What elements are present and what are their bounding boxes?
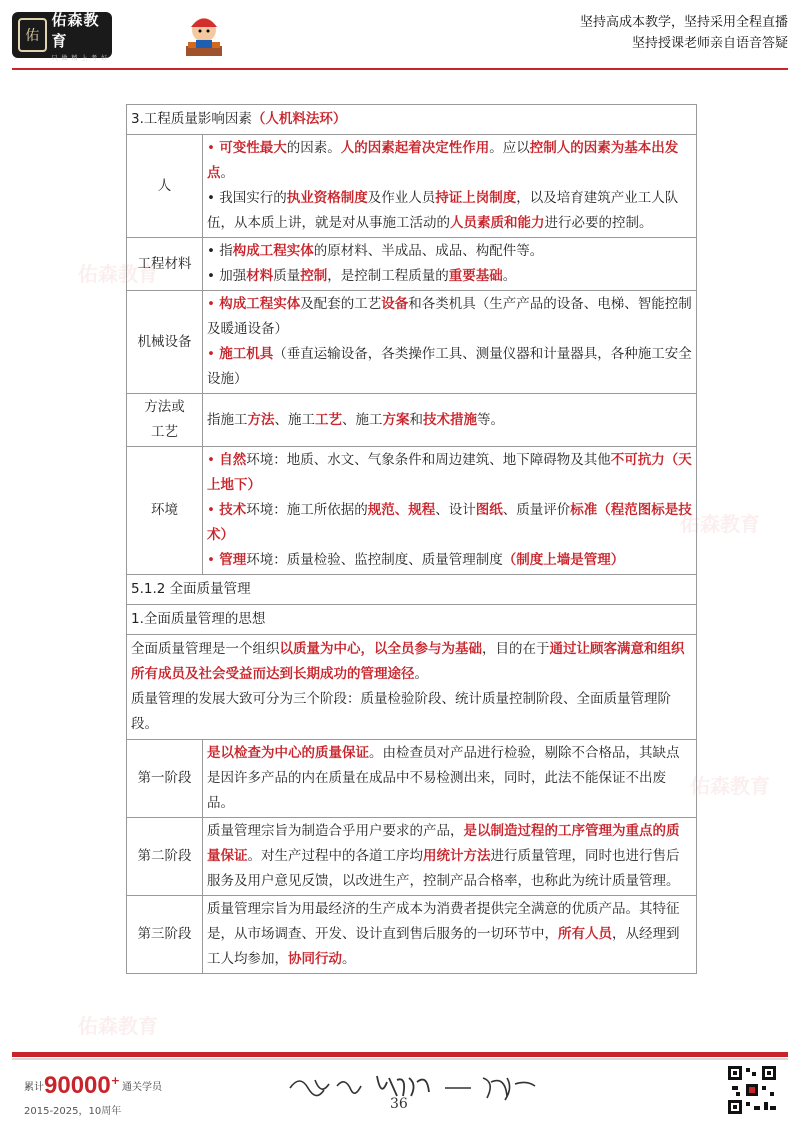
page-number: 36 — [390, 1096, 408, 1112]
watermark: 佑森教育 — [78, 262, 158, 286]
factor-label-material: 工程材料 — [127, 238, 203, 291]
table-row — [127, 896, 697, 974]
stage-label-1: 第一阶段 — [127, 740, 203, 818]
table-row — [127, 135, 697, 238]
watermark: 佑森教育 — [680, 512, 760, 536]
table-row — [127, 635, 697, 740]
stat-plus: + — [110, 1074, 120, 1087]
logo-seal-icon: 佑 — [18, 18, 47, 52]
logo-tagline: 只 做 精 上 考 好 — [51, 54, 109, 62]
mascot-icon — [180, 10, 228, 62]
slogan-line-1: 坚持高成本教学，坚持采用全程直播 — [579, 15, 788, 30]
subsection-title: 1.全面质量管理的思想 — [127, 605, 697, 635]
stat-prefix: 累计 — [24, 1082, 44, 1093]
stat-suffix: 通关学员 — [121, 1082, 162, 1093]
tqm-paragraph: 全面质量管理是一个组织以质量为中心，以全员参与为基础，目的在于通过让顾客满意和组织所有成员及社会受益而达到长期成功的管理途径。 质量管理的发展大致可分为三个阶段：质量检验阶段、统计质量控制阶段、全面质量管理阶段。 — [127, 635, 697, 740]
factor-label-method: 方法或 工艺 — [127, 394, 203, 447]
table-row — [127, 740, 697, 818]
header-slogan — [580, 12, 788, 54]
factor-content-machine: • 构成工程实体及配套的工艺设备和各类机具（生产产品的设备、电梯、智能控制及暖通设备） • 施工机具（垂直运输设备，各类操作工具、测量仪器和计量器具，各种施工安全设施） — [203, 291, 697, 394]
factor-content-person: • 可变性最大的因素。人的因素起着决定性作用。应以控制人的因素为基本出发点。 • 我国实行的执业资格制度及作业人员持证上岗制度，以及培育建筑产业工人队伍，从本质上讲，就是对从事施工活动的人员素质和能力进行必要的控制。 — [203, 135, 697, 238]
table-row — [127, 238, 697, 291]
stage-content-1: 是以检查为中心的质量保证。由检查员对产品进行检验，剔除不合格品，其缺点是因许多产品的内在质量在成品中不易检测出来，同时，此法不能保证不出废品。 — [203, 740, 697, 818]
table-row — [127, 105, 697, 135]
factor-label-machine: 机械设备 — [127, 291, 203, 394]
stat-number: 90000 — [44, 1072, 111, 1099]
slogan-line-2: 坚持授课老师亲自语音答疑 — [631, 36, 788, 51]
table-row — [127, 394, 697, 447]
factor-content-environment: • 自然环境：地质、水文、气象条件和周边建筑、地下障碍物及其他不可抗力（天上地下） • 技术环境：施工所依据的规范、规程、设计图纸、质量评价标准（程范图标是技术） • 管理环境：质量检验、监控制度、质量管理制度（制度上墙是管理） — [203, 447, 697, 575]
footer-divider-shadow — [12, 1058, 788, 1060]
factor-label-environment: 环境 — [127, 447, 203, 575]
table-row — [127, 605, 697, 635]
stage-label-3: 第三阶段 — [127, 896, 203, 974]
header-divider — [12, 68, 788, 70]
factor-content-method: 指施工方法、施工工艺、施工方案和技术措施等。 — [203, 394, 697, 447]
calligraphy-motto-icon — [285, 1068, 545, 1108]
table-row — [127, 575, 697, 605]
stat-years: 2015-2025，10周年 — [24, 1106, 122, 1117]
logo-name: 佑森教育 — [51, 10, 100, 50]
brand-logo — [12, 10, 112, 62]
watermark: 佑森教育 — [78, 1014, 158, 1038]
footer-divider — [12, 1052, 788, 1057]
content-table — [126, 104, 697, 974]
section-title: 3.工程质量影响因素（人机料法环） — [127, 105, 697, 135]
section-title-512: 5.1.2 全面质量管理 — [127, 575, 697, 605]
footer-stat — [24, 1074, 162, 1117]
qr-code-icon — [726, 1064, 778, 1116]
table-row — [127, 291, 697, 394]
stage-label-2: 第二阶段 — [127, 818, 203, 896]
watermark: 佑森教育 — [690, 774, 770, 798]
page-header — [0, 0, 800, 72]
factor-content-material: • 指构成工程实体的原材料、半成品、成品、构配件等。 • 加强材料质量控制，是控制工程质量的重要基础。 — [203, 238, 697, 291]
stage-content-3: 质量管理宗旨为用最经济的生产成本为消费者提供完全满意的优质产品。其特征是，从市场调查、开发、设计直到售后服务的一切环节中，所有人员，从经理到工人均参加，协同行动。 — [203, 896, 697, 974]
factor-label-person: 人 — [127, 135, 203, 238]
table-row — [127, 447, 697, 575]
table-row — [127, 818, 697, 896]
stage-content-2: 质量管理宗旨为制造合乎用户要求的产品，是以制造过程的工序管理为重点的质量保证。对生产过程中的各道工序均用统计方法进行质量管理，同时也进行售后服务及用户意见反馈，以改进生产，控制产品合格率，也称此为统计质量管理。 — [203, 818, 697, 896]
